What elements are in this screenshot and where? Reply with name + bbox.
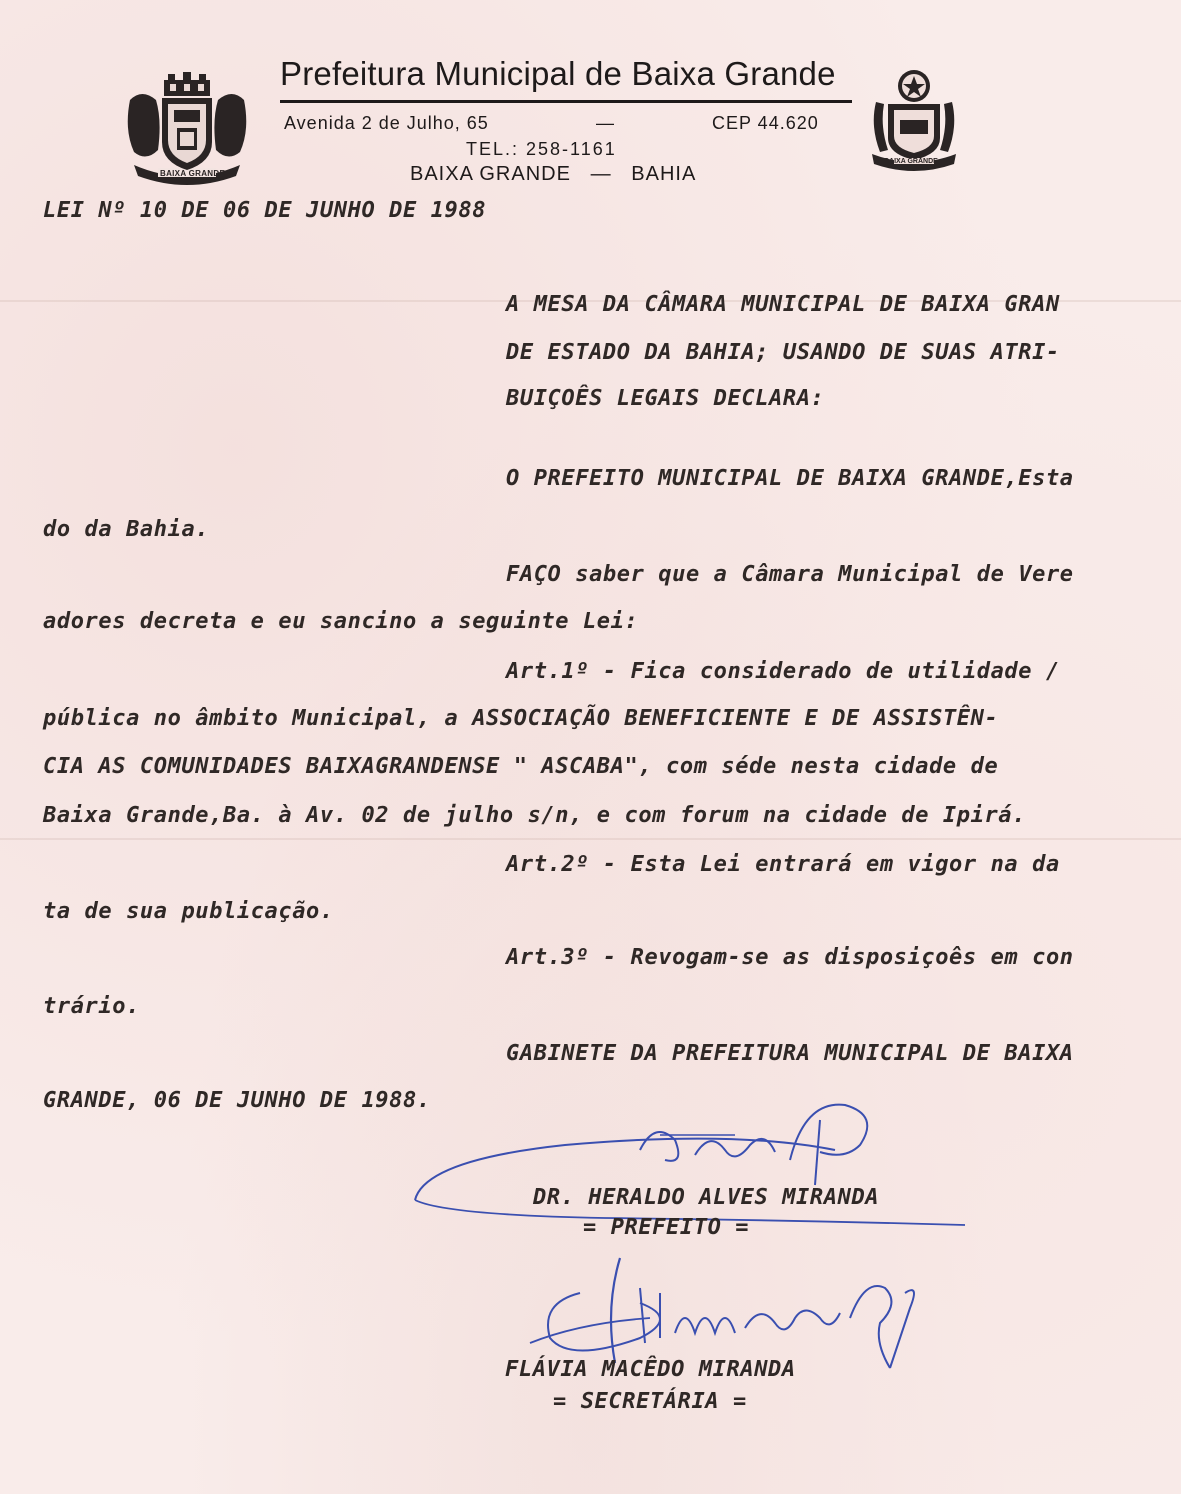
preamble-line: A MESA DA CÂMARA MUNICIPAL DE BAIXA GRAN <box>506 292 1060 317</box>
enactment-line: adores decreta e eu sancino a seguinte Lei: <box>43 609 639 634</box>
enactment-line: FAÇO saber que a Câmara Municipal de Vere <box>506 562 1074 587</box>
law-heading: LEI Nº 10 DE 06 DE JUNHO DE 1988 <box>43 198 487 223</box>
preamble-line: DE ESTADO DA BAHIA; USANDO DE SUAS ATRI- <box>506 340 1060 365</box>
paper-fold-line <box>0 838 1181 840</box>
phone-text: TEL.: 258-1161 <box>466 139 617 159</box>
article-3-line: Art.3º - Revogam-se as disposiçoês em con <box>506 945 1074 970</box>
city-state-text: BAIXA GRANDE — BAHIA <box>410 163 697 185</box>
municipality-title: Prefeitura Municipal de Baixa Grande <box>280 55 836 92</box>
article-1-line: pública no âmbito Municipal, a ASSOCIAÇÃO BENEFICIENTE E DE ASSISTÊN- <box>43 706 999 731</box>
secretary-name: FLÁVIA MACÊDO MIRANDA <box>505 1357 796 1382</box>
closing-line: GRANDE, 06 DE JUNHO DE 1988. <box>43 1088 431 1113</box>
article-1-line: CIA AS COMUNIDADES BAIXAGRANDENSE " ASCABA", com séde nesta cidade de <box>43 754 999 779</box>
secretary-title: = SECRETÁRIA = <box>553 1389 747 1414</box>
article-2-line: ta de sua publicação. <box>43 899 334 924</box>
article-2-line: Art.2º - Esta Lei entrará em vigor na da <box>506 852 1060 877</box>
article-1-line: Baixa Grande,Ba. à Av. 02 de julho s/n, e com forum na cidade de Ipirá. <box>43 803 1027 828</box>
mayor-declaration-line: do da Bahia. <box>43 517 210 542</box>
letterhead-rule <box>280 100 852 103</box>
mayor-title: = PREFEITO = <box>583 1215 750 1240</box>
address-text: Avenida 2 de Julho, 65 <box>284 113 489 133</box>
closing-line: GABINETE DA PREFEITURA MUNICIPAL DE BAIXA <box>506 1041 1074 1066</box>
preamble-line: BUIÇOÊS LEGAIS DECLARA: <box>506 386 825 411</box>
state-coat-of-arms-right <box>866 66 962 171</box>
mayor-name: DR. HERALDO ALVES MIRANDA <box>533 1185 880 1210</box>
left-crest-ribbon-text: BAIXA GRANDE <box>160 169 226 178</box>
article-1-line: Art.1º - Fica considerado de utilidade / <box>506 659 1060 684</box>
mayor-declaration-line: O PREFEITO MUNICIPAL DE BAIXA GRANDE,Esta <box>506 466 1074 491</box>
address-dash: — <box>596 113 615 133</box>
cep-text: CEP 44.620 <box>712 113 819 133</box>
municipal-coat-of-arms-left <box>122 70 252 185</box>
right-crest-ribbon-text: BAIXA GRANDE <box>884 158 938 165</box>
article-3-line: trário. <box>43 994 140 1019</box>
